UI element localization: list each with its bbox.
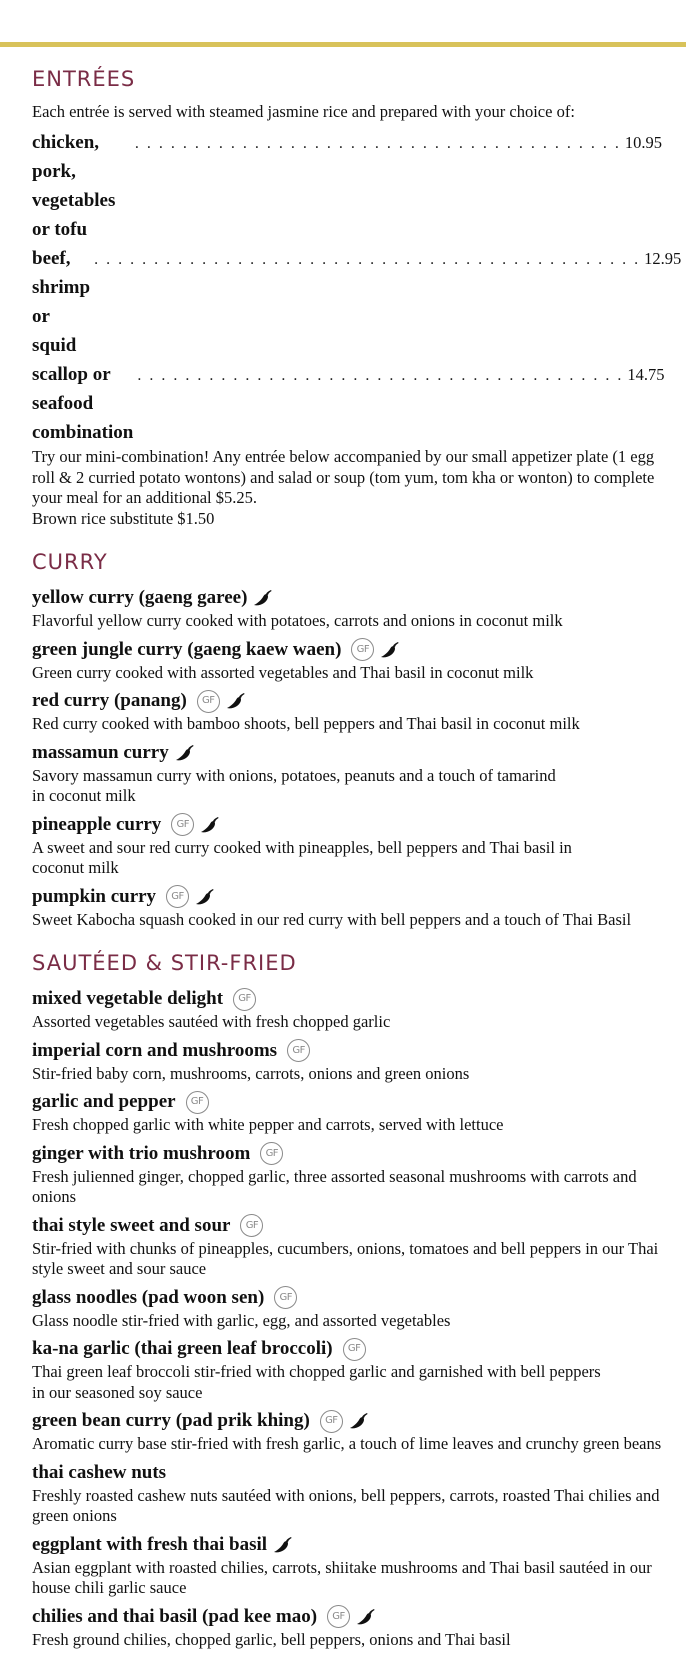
item-name: glass noodles (pad woon sen) [32, 1286, 265, 1308]
gluten-free-badge-icon: GF [197, 690, 220, 713]
item-name: yellow curry (gaeng garee) [32, 587, 248, 608]
menu-item [32, 1460, 662, 1527]
price-label: scallop or seafood combination [32, 364, 134, 443]
item-name: green bean curry (pad prik khing) [32, 1410, 310, 1431]
sauteed-section [32, 948, 662, 1650]
menu-item [32, 637, 662, 684]
dot-leader: . . . . . . . . . . . . . . . . . . . . . . . . . . . . . . . . . . . . . . . . . [134, 135, 621, 152]
price-value: 14.75 [627, 365, 665, 384]
gluten-free-badge-icon: GF [320, 1410, 343, 1433]
item-name: thai style sweet and sour [32, 1214, 231, 1236]
price-label: chicken, pork, vegetables or tofu [32, 132, 116, 240]
chili-pepper-icon [200, 816, 220, 834]
menu-item [32, 1089, 662, 1136]
dot-leader: . . . . . . . . . . . . . . . . . . . . . . . . . . . . . . . . . . . . . . . . . . . . . . [94, 251, 641, 268]
item-description: A sweet and sour red curry cooked with pineapples, bell peppers and Thai basil in coconut milk [32, 837, 572, 877]
gluten-free-badge-icon: GF [260, 1142, 283, 1165]
item-description: Aromatic curry base stir-fried with fresh garlic, a touch of lime leaves and crunchy green beans [32, 1434, 662, 1453]
item-description: Freshly roasted cashew nuts sautéed with onions, bell peppers, carrots, roasted Thai chilies and green onions [32, 1485, 660, 1525]
item-description: Savory massamun curry with onions, potatoes, peanuts and a touch of tamarind in coconut milk [32, 765, 556, 805]
item-description: Thai green leaf broccoli stir-fried with chopped garlic and garnished with bell peppers in our seasoned soy sauce [32, 1362, 601, 1402]
gluten-free-badge-icon: GF [274, 1286, 297, 1309]
item-description: Glass noodle stir-fried with garlic, egg, and assorted vegetables [32, 1310, 451, 1330]
menu-item [32, 585, 662, 632]
item-description: Stir-fried baby corn, mushrooms, carrots, onions and green onions [32, 1063, 470, 1083]
price-label: beef, shrimp or squid [32, 248, 91, 356]
price-row [32, 128, 662, 244]
menu-item [32, 986, 662, 1033]
sauteed-title: SAUTÉED & STIR-FRIED [32, 951, 297, 975]
item-name: imperial corn and mushrooms [32, 1039, 278, 1061]
chili-pepper-icon [195, 888, 215, 906]
menu-item [32, 1141, 662, 1208]
gluten-free-badge-icon: GF [327, 1605, 350, 1628]
item-description: Stir-fried with chunks of pineapples, cucumbers, onions, tomatoes and bell peppers in our Thai style sweet and sour sauce [32, 1238, 659, 1278]
item-name: pumpkin curry [32, 885, 157, 907]
chili-pepper-icon [356, 1608, 376, 1626]
menu-item [32, 688, 662, 735]
dot-leader: . . . . . . . . . . . . . . . . . . . . . . . . . . . . . . . . . . . . . . . . . [137, 367, 624, 384]
gluten-free-badge-icon: GF [233, 988, 256, 1011]
entrees-title: ENTRÉES [32, 67, 136, 91]
menu-item [32, 1038, 662, 1085]
item-description: Fresh julienned ginger, chopped garlic, three assorted seasonal mushrooms with carrots and onions [32, 1166, 637, 1206]
item-name: ginger with trio mushroom [32, 1142, 251, 1164]
item-name: chilies and thai basil (pad kee mao) [32, 1605, 318, 1627]
gluten-free-badge-icon: GF [240, 1214, 263, 1237]
menu-item [32, 1532, 662, 1599]
menu-page [32, 64, 682, 1655]
chili-pepper-icon [175, 744, 195, 762]
price-row [32, 360, 665, 447]
menu-item [32, 1213, 662, 1280]
chili-pepper-icon [273, 1536, 293, 1554]
item-description: Asian eggplant with roasted chilies, carrots, shiitake mushrooms and Thai basil sautéed in our house chili garlic sauce [32, 1557, 652, 1597]
gluten-free-badge-icon: GF [351, 638, 374, 661]
item-description: Fresh ground chilies, chopped garlic, bell peppers, onions and Thai basil [32, 1629, 511, 1649]
item-description: Flavorful yellow curry cooked with potatoes, carrots and onions in coconut milk [32, 611, 563, 630]
gluten-free-badge-icon: GF [186, 1091, 209, 1114]
menu-item [32, 884, 662, 931]
item-description: Sweet Kabocha squash cooked in our red curry with bell peppers and a touch of Thai Basil [32, 909, 632, 929]
entrees-intro: Each entrée is served with steamed jasmine rice and prepared with your choice of: [32, 102, 575, 121]
price-row [32, 244, 682, 360]
price-value: 10.95 [624, 133, 662, 152]
gluten-free-badge-icon: GF [166, 885, 189, 908]
chili-pepper-icon [380, 641, 400, 659]
menu-item [32, 1604, 662, 1651]
item-name: mixed vegetable delight [32, 988, 224, 1009]
item-name: eggplant with fresh thai basil [32, 1533, 268, 1555]
gluten-free-badge-icon: GF [343, 1338, 366, 1361]
gluten-free-badge-icon: GF [171, 813, 194, 836]
brown-rice-note: Brown rice substitute $1.50 [32, 508, 215, 528]
menu-item [32, 1408, 662, 1455]
item-name: red curry (panang) [32, 690, 187, 711]
item-name: ka-na garlic (thai green leaf broccoli) [32, 1338, 333, 1359]
item-name: thai cashew nuts [32, 1461, 167, 1483]
chili-pepper-icon [253, 589, 273, 607]
price-value: 12.95 [644, 249, 682, 268]
item-description: Assorted vegetables sautéed with fresh chopped garlic [32, 1012, 391, 1031]
chili-pepper-icon [349, 1412, 369, 1430]
item-description: Green curry cooked with assorted vegetables and Thai basil in coconut milk [32, 662, 534, 682]
combo-note: Try our mini-combination! Any entrée below accompanied by our small appetizer plate (1 egg roll & 2 curried potato wontons) and salad or soup (tom yum, tom kha or wonton) to complete your meal for an additional $5.25. [32, 447, 655, 507]
item-name: massamun curry [32, 741, 169, 763]
gluten-free-badge-icon: GF [287, 1039, 310, 1062]
top-accent-bar [0, 42, 686, 47]
item-description: Red curry cooked with bamboo shoots, bell peppers and Thai basil in coconut milk [32, 714, 580, 733]
item-name: green jungle curry (gaeng kaew waen) [32, 638, 342, 660]
chili-pepper-icon [226, 692, 246, 710]
item-name: pineapple curry [32, 813, 162, 835]
item-description: Fresh chopped garlic with white pepper and carrots, served with lettuce [32, 1115, 504, 1134]
menu-item [32, 1285, 662, 1332]
menu-item [32, 1336, 662, 1403]
curry-section [32, 547, 662, 930]
entrees-section [32, 64, 682, 529]
menu-item [32, 812, 662, 879]
item-name: garlic and pepper [32, 1091, 176, 1112]
menu-item [32, 740, 662, 807]
curry-title: CURRY [32, 550, 108, 574]
